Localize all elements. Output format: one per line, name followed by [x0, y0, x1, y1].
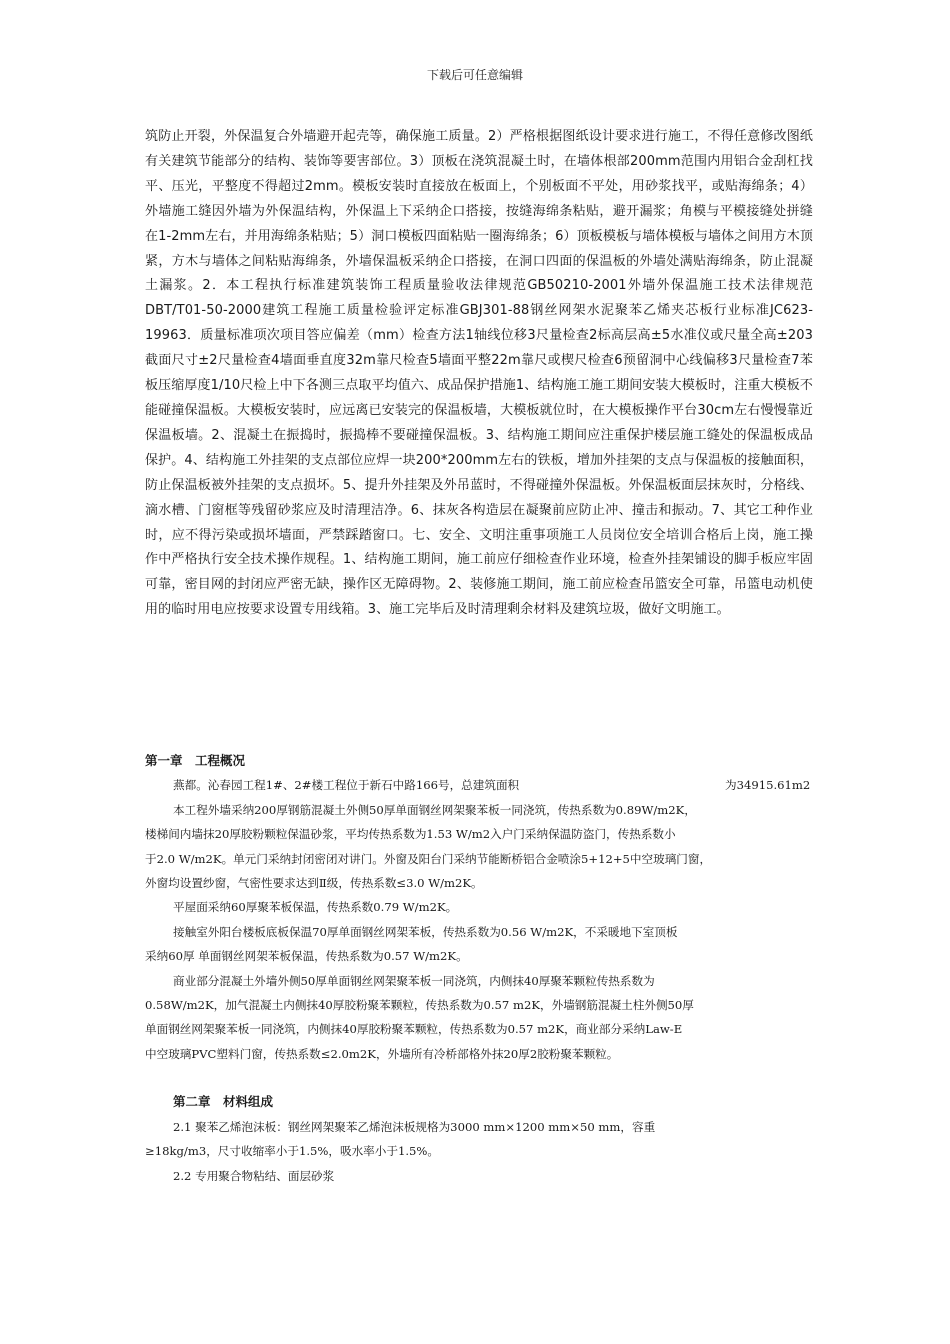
- text-line: 0.58W/m2K，加气混凝土内侧抹40厚胶粉聚苯颗粒，传热系数为0.57 m2K，外墙钢筋混凝土柱外侧50厚: [145, 998, 694, 1013]
- chapter2-heading: [145, 1090, 813, 1114]
- chapter1-heading: [145, 749, 813, 773]
- document-body: [145, 749, 813, 1188]
- text-line: 本工程外墙采纳200厚钢筋混凝土外侧50厚单面钢丝网架聚苯板一同浇筑，传热系数为0.89W/m2K，: [173, 802, 696, 817]
- chapter1-paragraph-3: [145, 920, 813, 969]
- text-line: 2.1 聚苯乙烯泡沫板：钢丝网架聚苯乙烯泡沫板规格为3000 mm×1200 mm×50 mm，容重: [173, 1119, 656, 1134]
- chapter1-paragraph-2: 平屋面采纳60厚聚苯板保温，传热系数0.79 W/m2K。: [173, 900, 458, 915]
- text-line: 接触室外阳台楼板底板保温70厚单面钢丝网架苯板，传热系数为0.56 W/m2K，不采暖地下室顶板: [173, 924, 678, 939]
- text-line: 商业部分混凝土外墙外侧50厚单面钢丝网架聚苯板一同浇筑，内侧抹40厚聚苯颗粒传热系数为: [173, 973, 655, 988]
- text-line: 单面钢丝网架聚苯板一同浇筑，内侧抹40厚胶粉聚苯颗粒，传热系数为0.57 m2K，商业部分采纳Law-E: [145, 1022, 683, 1037]
- text-line: 外窗均设置纱窗，气密性要求达到Ⅱ级，传热系数≤3.0 W/m2K。: [145, 876, 483, 891]
- chapter2-item-1: [145, 1115, 813, 1164]
- intro-left-text: 燕都。沁春园工程1#、2#楼工程位于新石中路166号，总建筑面积: [173, 778, 520, 793]
- text-line: 于2.0 W/m2K。单元门采纳封闭密闭对讲门。外窗及阳台门采纳节能断桥铝合金喷涂5+12+5中空玻璃门窗，: [145, 851, 712, 866]
- text-line: 采纳60厚 单面钢丝网架苯板保温，传热系数为0.57 W/m2K。: [145, 949, 468, 964]
- chapter1-paragraph-4: [145, 969, 813, 1067]
- chapter1-intro: [145, 773, 813, 797]
- text-line: 楼梯间内墙抹20厚胶粉颗粒保温砂浆，平均传热系数为1.53 W/m2入户门采纳保温防盗门，传热系数小: [145, 827, 676, 842]
- chapter2-number: 第二章: [173, 1094, 211, 1110]
- chapter2-item-2: 2.2 专用聚合物粘结、面层砂浆: [173, 1168, 335, 1183]
- chapter1-title: 工程概况: [195, 753, 246, 768]
- chapter1-paragraph-1: [145, 798, 813, 896]
- chapter2-title: 材料组成: [223, 1094, 274, 1110]
- page-header: 下载后可任意编辑: [426, 68, 523, 82]
- text-line: ≥18kg/m3，尺寸收缩率小于1.5%，吸水率小于1.5%。: [145, 1144, 440, 1159]
- body-paragraph-top: 筑防止开裂，外保温复合外墙避开起壳等，确保施工质量。2）严格根据图纸设计要求进行施工，不得任意修改图纸有关建筑节能部分的结构、装饰等要害部位。3）顶板在浇筑混凝土时，在墙体根部200mm范围内用铝合金刮杠找平、压光，平整度不得超过2mm。模板安装时直接放在板面上，个别板面不平处，用砂浆找平，或贴海绵条；4）外墙施工缝因外墙为外保温结构，外保温上下采纳企口搭接，按缝海绵条粘贴，避开漏浆；角模与平模接缝处拼缝在1-2mm左右，并用海绵条粘贴；5）洞口模板四面粘贴一圈海绵条；6）顶板模板与墙体模板与墙体之间用方木顶紧，方木与墙体之间粘贴海绵条，外墙保温板采纳企口搭接，在洞口四面的保温板的外墙处满贴海绵条，防止混凝土漏浆。2．本工程执行标准建筑装饰工程质量验收法律规范GB50210-2001外墙外保温施工技术法律规范DBT/T01-50-2000建筑工程施工质量检验评定标准GBJ301-88钢丝网架水泥聚苯乙烯夹芯板行业标准JC623-19963．质量标准项次项目答应偏差（mm）检查方法1轴线位移3尺量检查2标高层高±5水准仪或尺量全高±203截面尺寸±2尺量检查4墙面垂直度32m靠尺检查5墙面平整22m靠尺或楔尺检查6预留洞中心线偏移3尺量检查7苯板压缩厚度1/10尺检上中下各测三点取平均值六、成品保护措施1、结构施工施工期间安装大模板时，注重大模板不能碰撞保温板。大模板安装时，应远离已安装完的保温板墙，大模板就位时，在大模板操作平台30cm左右慢慢靠近保温板墙。2、混凝土在振捣时，振捣棒不要碰撞保温板。3、结构施工期间应注重保护楼层施工缝处的保温板成品保护。4、结构施工外挂架的支点部位应焊一块200*200mm左右的铁板，增加外挂架的支点与保温板的接触面积，防止保温板被外挂架的支点损坏。5、提升外挂架及外吊蓝时，不得碰撞外保温板。外保温板面层抹灰时，分格线、滴水槽、门窗框等残留砂浆应及时清理洁净。6、抹灰各构造层在凝聚前应防止冲、撞击和振动。7、其它工种作业时，应不得污染或损坏墙面，严禁踩踏窗口。七、安全、文明注重事项施工人员岗位安全培训合格后上岗，施工操作中严格执行安全技术操作规程。1、结构施工期间，施工前应仔细检查作业环境，检查外挂架铺设的脚手板应牢固可靠，密目网的封闭应严密无缺，操作区无障碍物。2、装修施工期间，施工前应检查吊篮安全可靠，吊篮电动机使用的临时用电应按要求设置专用线箱。3、施工完毕后及时清理剩余材料及建筑垃圾，做好文明施工。: [145, 129, 813, 618]
- text-line: 中空玻璃PVC塑料门窗，传热系数≤2.0m2K，外墙所有冷桥部格外抹20厚2胶粉聚苯颗粒。: [145, 1046, 619, 1061]
- intro-right-text: 为34915.61m2: [725, 778, 811, 793]
- chapter1-number: 第一章: [145, 753, 183, 768]
